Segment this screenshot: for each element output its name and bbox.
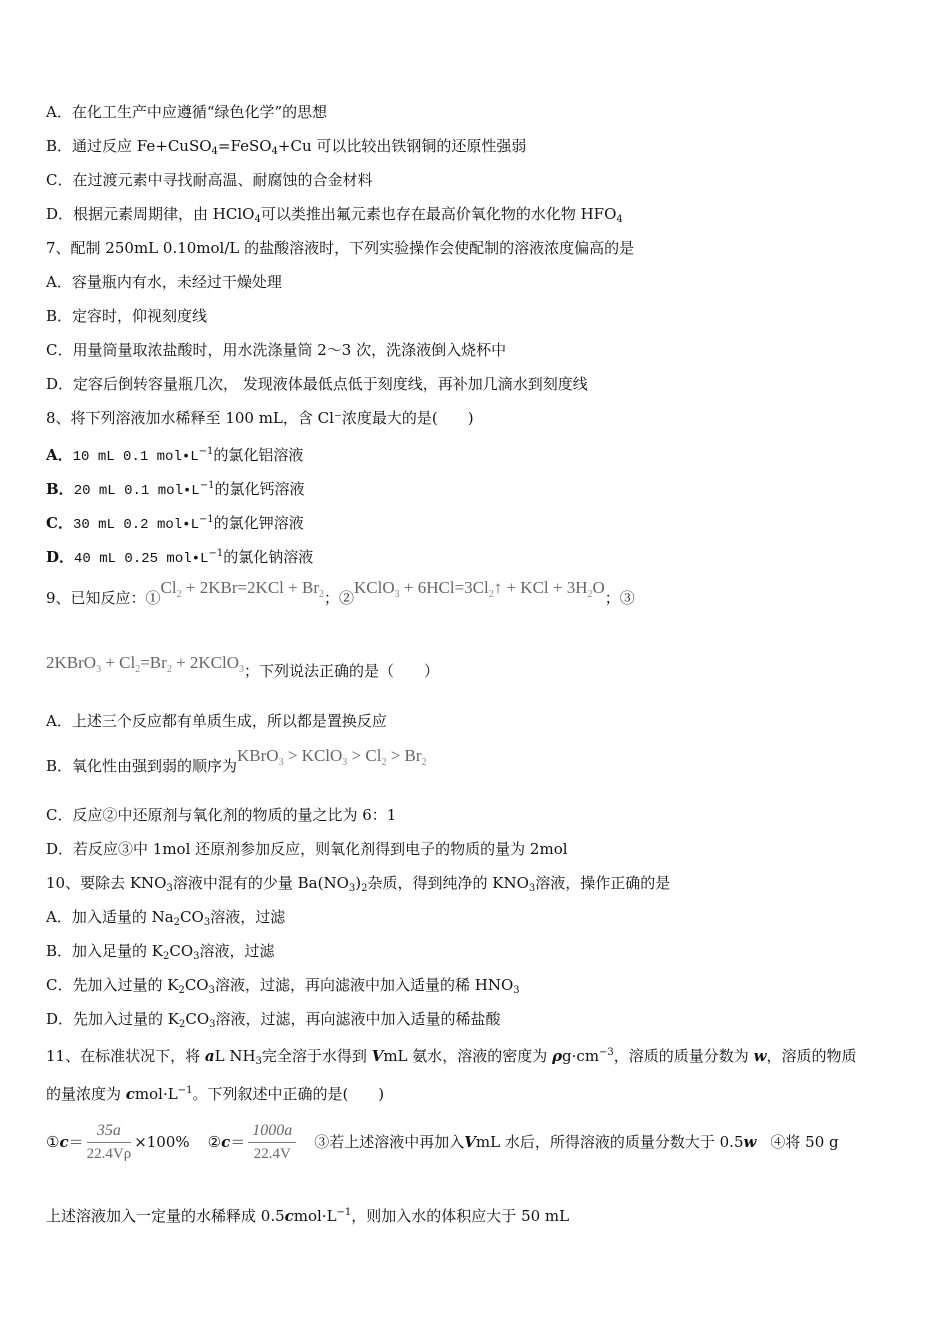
q7-option-b: B．定容时，仰视刻度线: [46, 307, 208, 325]
q6-option-a: A．在化工生产中应遵循“绿色化学”的思想: [46, 103, 328, 121]
q6-option-b: B．通过反应 Fe+CuSO$_4$=FeSO$_4$+Cu 可以比较出铁钢铜的还原性强弱: [46, 137, 527, 157]
q8-option-b: B．20 mL 0.1 $mol•L^{-1}$的氯化钙溶液: [46, 480, 305, 499]
q6-option-c: C．在过渡元素中寻找耐高温、耐腐蚀的合金材料: [46, 171, 373, 189]
q10-option-b: B．加入足量的 $K_2CO_3$溶液，过滤: [46, 942, 275, 962]
q11-options-line: ① c ＝ $\frac{35a}{22.4V\rho}$ ×100% ② c ＝ $\frac{1000a}{22.4V}$ ③若上述溶液中再加入 V mL 水后，所得溶液的质量分数大于 0.5 w ④将 50 g: [46, 1121, 839, 1162]
q8-stem: 8、将下列溶液加水稀释至 100 mL，含 Cl⁻浓度最大的是( ): [46, 409, 474, 427]
q7-stem: 7、配制 250mL 0.10mol/L 的盐酸溶液时，下列实验操作会使配制的溶液浓度偏高的是: [46, 239, 635, 257]
fraction-35a: $\frac{35a}{22.4V\rho}$: [86, 1121, 132, 1162]
q8-option-c: C．30 mL 0.2 $mol•L^{-1}$的氯化钾溶液: [46, 514, 304, 533]
q9-option-a: A．上述三个反应都有单质生成，所以都是置换反应: [46, 712, 387, 730]
q8-option-a: A．10 mL 0.1 $mol•L^{-1}$的氯化铝溶液: [46, 446, 304, 465]
q7-option-c: C．用量筒量取浓盐酸时，用水洗涤量筒 2～3 次，洗涤液倒入烧杯中: [46, 341, 507, 359]
fraction-1000a: $\frac{1000a}{22.4V}$: [248, 1121, 296, 1164]
q8-option-d: D．40 mL 0.25 $mol•L^{-1}$的氯化钠溶液: [46, 548, 314, 567]
q9-option-b: B．氧化性由强到弱的顺序为KBrO$_3$ > KClO$_3$ > $Cl_2 > Br_2$: [46, 746, 427, 775]
q11-options-line2: 上述溶液加入一定量的水稀释成 $0.5cmol\cdot L^{-1}$，则加入水的体积应大于 50 mL: [46, 1207, 570, 1225]
q11-stem-line2: 的量浓度为 $cmol\cdot L^{-1}$。下列叙述中正确的是( ): [46, 1085, 385, 1103]
q9-stem-line1: 9、已知反应：$①Cl_2 + 2KBr=2KCl + Br_2$；②KClO$_3$ + $6HCl=3Cl_2↑$ + KCl + $3H_2O$；③: [46, 578, 635, 607]
q10-option-a: A．加入适量的 $Na_2CO_3$溶液，过滤: [46, 908, 286, 928]
q9-option-c: C．反应②中还原剂与氧化剂的物质的量之比为 6：1: [46, 806, 397, 824]
q6-option-d: D．根据元素周期律，由 HClO$_4$可以类推出氟元素也存在最高价氧化物的水化物 $HFO_4$: [46, 205, 623, 225]
q7-option-a: A．容量瓶内有水，未经过干燥处理: [46, 273, 282, 291]
q9-stem-line2: 2KBrO$_3$ + $Cl_2=Br_2$ + 2KClO$_3$；下列说法正确的是（ ）: [46, 653, 440, 680]
q9-option-d: D．若反应③中 1mol 还原剂参加反应，则氧化剂得到电子的物质的量为 2mol: [46, 840, 568, 858]
q10-option-d: D．先加入过量的 $K_2CO_3$溶液，过滤，再向滤液中加入适量的稀盐酸: [46, 1010, 501, 1030]
q10-option-c: C．先加入过量的 $K_2CO_3$溶液，过滤，再向滤液中加入适量的稀 $HNO_3$: [46, 976, 520, 996]
q7-option-d: D．定容后倒转容量瓶几次， 发现液体最低点低于刻度线，再补加几滴水到刻度线: [46, 375, 588, 393]
q11-stem-line1: 11、在标准状况下，将 aL $NH_3$完全溶于水得到 VmL 氨水，溶液的密度为 $\rho g\cdot cm^{-3}$，溶质的质量分数为 w，溶质的物质: [46, 1047, 857, 1067]
q10-stem: 10、要除去 $KNO_3$溶液中混有的少量 $Ba(NO_3)_2$杂质，得到纯净的 $KNO_3$溶液，操作正确的是: [46, 874, 671, 894]
